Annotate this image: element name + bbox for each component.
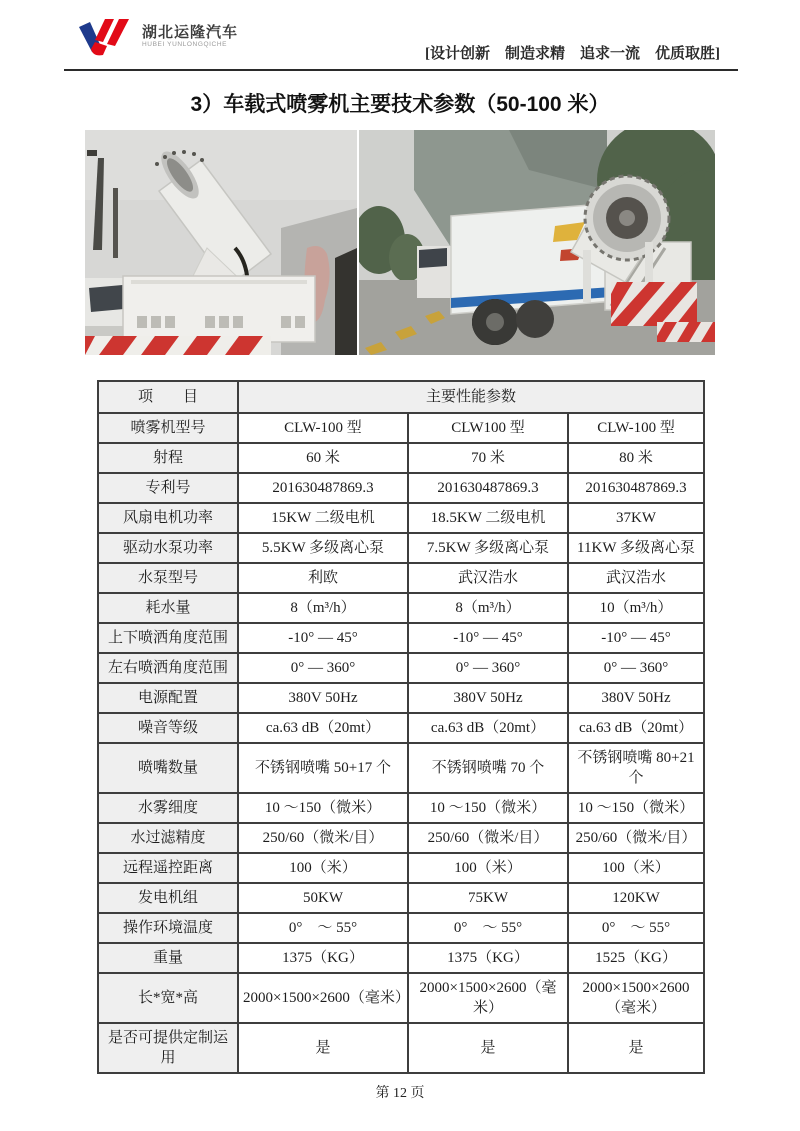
table-row: [98, 853, 704, 883]
header-tagline: [设计创新 制造求精 追求一流 优质取胜]: [425, 46, 720, 62]
table-row: [98, 1023, 704, 1073]
row-value-cell: 1525（KG）: [568, 943, 704, 973]
row-label-cell: 水雾细度: [98, 793, 238, 823]
row-value-cell: 是: [408, 1023, 568, 1073]
row-label-cell: 上下喷洒角度范围: [98, 623, 238, 653]
row-value-cell: 80 米: [568, 443, 704, 473]
row-value-cell: 10 ～150（微米）: [568, 793, 704, 823]
row-value-cell: 10 ～150（微米）: [408, 793, 568, 823]
row-value-cell: 是: [568, 1023, 704, 1073]
row-value-cell: CLW-100 型: [238, 413, 408, 443]
table-row: [98, 683, 704, 713]
spec-table: [97, 380, 705, 1074]
row-value-cell: 10（m³/h）: [568, 593, 704, 623]
row-value-cell: 8（m³/h）: [408, 593, 568, 623]
row-value-cell: 利欧: [238, 563, 408, 593]
table-header-row: [98, 381, 704, 413]
row-value-cell: -10° — 45°: [568, 623, 704, 653]
row-value-cell: 11KW 多级离心泵: [568, 533, 704, 563]
table-row: [98, 913, 704, 943]
row-value-cell: 380V 50Hz: [568, 683, 704, 713]
table-row: [98, 563, 704, 593]
row-value-cell: CLW100 型: [408, 413, 568, 443]
row-value-cell: 1375（KG）: [408, 943, 568, 973]
row-label-cell: 射程: [98, 443, 238, 473]
row-value-cell: 不锈钢喷嘴 70 个: [408, 743, 568, 793]
row-label-cell: 耗水量: [98, 593, 238, 623]
row-value-cell: 100（米）: [238, 853, 408, 883]
photo-spray-truck-side: [85, 130, 357, 355]
row-value-cell: 15KW 二级电机: [238, 503, 408, 533]
row-value-cell: -10° — 45°: [238, 623, 408, 653]
dark-edge: [335, 248, 357, 355]
brand-name-en: HUBEI YUNLONGQICHE: [142, 41, 228, 49]
row-label-cell: 操作环境温度: [98, 913, 238, 943]
row-value-cell: 0° ～ 55°: [568, 913, 704, 943]
row-value-cell: 120KW: [568, 883, 704, 913]
row-value-cell: 250/60（微米/目）: [408, 823, 568, 853]
photo-spray-truck-rear: [359, 130, 715, 355]
brand-block: [78, 16, 238, 58]
row-value-cell: 201630487869.3: [568, 473, 704, 503]
row-value-cell: 75KW: [408, 883, 568, 913]
page-number: 第 12 页: [375, 1086, 425, 1101]
table-row: [98, 413, 704, 443]
equipment-box: [123, 276, 315, 342]
row-value-cell: 5.5KW 多级离心泵: [238, 533, 408, 563]
row-label-cell: 电源配置: [98, 683, 238, 713]
spec-table-body: [98, 413, 704, 1073]
table-row: [98, 473, 704, 503]
row-label-cell: 噪音等级: [98, 713, 238, 743]
table-row: [98, 793, 704, 823]
table-row: [98, 653, 704, 683]
row-value-cell: 37KW: [568, 503, 704, 533]
brand-name-cn: 湖北运隆汽车: [142, 24, 239, 42]
row-value-cell: 60 米: [238, 443, 408, 473]
hazard-stripes: [85, 336, 271, 355]
row-value-cell: 380V 50Hz: [238, 683, 408, 713]
table-row: [98, 743, 704, 793]
row-value-cell: 201630487869.3: [408, 473, 568, 503]
row-value-cell: 10 ～150（微米）: [238, 793, 408, 823]
table-row: [98, 943, 704, 973]
row-value-cell: 0° — 360°: [568, 653, 704, 683]
row-value-cell: 201630487869.3: [238, 473, 408, 503]
row-value-cell: 100（米）: [408, 853, 568, 883]
row-value-cell: 250/60（微米/目）: [568, 823, 704, 853]
row-value-cell: 2000×1500×2600（毫米）: [238, 973, 408, 1023]
header-rule: [64, 69, 738, 71]
row-value-cell: 7.5KW 多级离心泵: [408, 533, 568, 563]
row-value-cell: 0° ～ 55°: [238, 913, 408, 943]
table-row: [98, 973, 704, 1023]
row-label-cell: 喷嘴数量: [98, 743, 238, 793]
row-value-cell: 0° — 360°: [408, 653, 568, 683]
row-value-cell: 70 米: [408, 443, 568, 473]
row-value-cell: 0° — 360°: [238, 653, 408, 683]
row-value-cell: 18.5KW 二级电机: [408, 503, 568, 533]
row-value-cell: 是: [238, 1023, 408, 1073]
row-label-cell: 是否可提供定制运用: [98, 1023, 238, 1073]
row-label-cell: 风扇电机功率: [98, 503, 238, 533]
row-value-cell: 250/60（微米/目）: [238, 823, 408, 853]
page-title: 3）车载式喷雾机主要技术参数（50-100 米）: [190, 93, 610, 116]
table-row: [98, 593, 704, 623]
row-label-cell: 水泵型号: [98, 563, 238, 593]
row-label-cell: 重量: [98, 943, 238, 973]
table-row: [98, 443, 704, 473]
row-value-cell: 不锈钢喷嘴 80+21 个: [568, 743, 704, 793]
row-value-cell: ca.63 dB（20mt）: [568, 713, 704, 743]
row-label-cell: 左右喷洒角度范围: [98, 653, 238, 683]
header-item-cell: 项 目: [98, 381, 238, 413]
row-value-cell: CLW-100 型: [568, 413, 704, 443]
row-value-cell: 100（米）: [568, 853, 704, 883]
table-row: [98, 883, 704, 913]
row-value-cell: 0° ～ 55°: [408, 913, 568, 943]
table-row: [98, 823, 704, 853]
row-label-cell: 水过滤精度: [98, 823, 238, 853]
row-value-cell: 1375（KG）: [238, 943, 408, 973]
row-value-cell: -10° — 45°: [408, 623, 568, 653]
row-value-cell: 2000×1500×2600（毫米）: [408, 973, 568, 1023]
row-label-cell: 喷雾机型号: [98, 413, 238, 443]
row-value-cell: 50KW: [238, 883, 408, 913]
table-row: [98, 713, 704, 743]
row-label-cell: 发电机组: [98, 883, 238, 913]
row-label-cell: 驱动水泵功率: [98, 533, 238, 563]
table-row: [98, 503, 704, 533]
brand-logo-icon: [78, 16, 136, 58]
table-row: [98, 623, 704, 653]
row-value-cell: 8（m³/h）: [238, 593, 408, 623]
row-value-cell: ca.63 dB（20mt）: [408, 713, 568, 743]
header-params-cell: 主要性能参数: [238, 381, 704, 413]
row-value-cell: 武汉浩水: [568, 563, 704, 593]
row-label-cell: 长*宽*高: [98, 973, 238, 1023]
product-photos: [85, 130, 715, 355]
table-row: [98, 533, 704, 563]
row-value-cell: ca.63 dB（20mt）: [238, 713, 408, 743]
row-label-cell: 远程遥控距离: [98, 853, 238, 883]
row-value-cell: 2000×1500×2600（毫米）: [568, 973, 704, 1023]
row-label-cell: 专利号: [98, 473, 238, 503]
brand-text: [142, 25, 238, 49]
row-value-cell: 武汉浩水: [408, 563, 568, 593]
row-value-cell: 不锈钢喷嘴 50+17 个: [238, 743, 408, 793]
row-value-cell: 380V 50Hz: [408, 683, 568, 713]
